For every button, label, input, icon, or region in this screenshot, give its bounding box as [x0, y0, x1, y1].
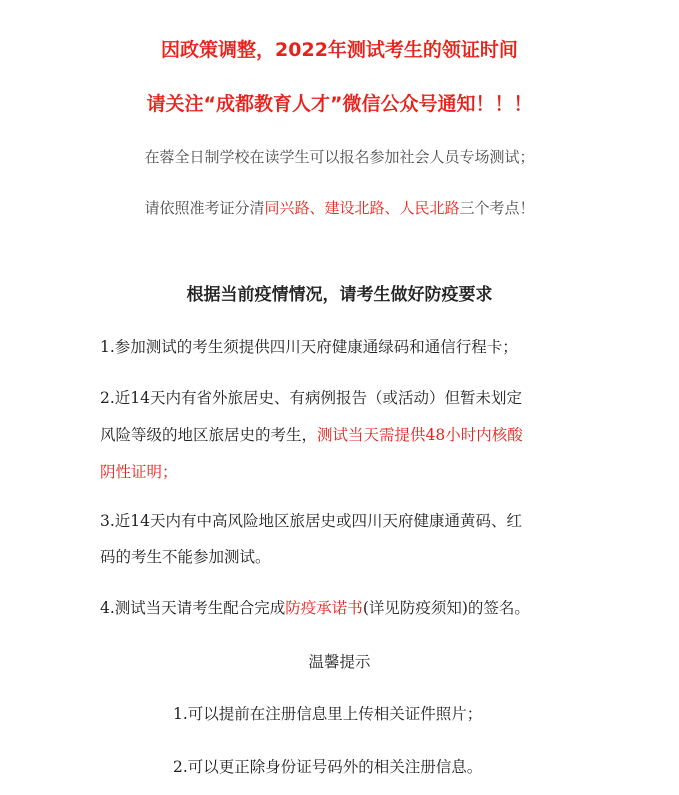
requirements-heading: 根据当前疫情情况，请考生做好防疫要求	[186, 285, 493, 305]
tip-item-2: 2.可以更正除身份证号码外的相关注册信息。	[173, 758, 483, 776]
notice-info-line2	[0, 201, 679, 216]
requirement-item-3-line2: 码的考生不能参加测试。	[100, 548, 271, 566]
tip-item-1: 1.可以提前在注册信息里上传相关证件照片；	[173, 705, 483, 723]
nucleic-test-highlight: 测试当天需提供48小时内核酸	[317, 426, 523, 444]
requirement-item-2-line3: 阴性证明；	[100, 463, 178, 481]
item4-suffix: (详见防疫须知)的签名。	[362, 599, 530, 617]
requirement-item-2-line1: 2.近14天内有省外旅居史、有病例报告（或活动）但暂未划定	[100, 389, 523, 407]
requirement-item-2-line2	[100, 428, 523, 444]
commitment-letter-highlight: 防疫承诺书	[285, 599, 363, 617]
exam-sites-highlight: 同兴路、建设北路、人民北路	[264, 199, 460, 217]
notice-info-line1: 在蓉全日制学校在读学生可以报名参加社会人员专场测试；	[144, 148, 535, 166]
requirement-item-1: 1.参加测试的考生须提供四川天府健康通绿码和通信行程卡；	[100, 338, 518, 356]
info-line2-prefix: 请依照准考证分清	[144, 199, 265, 217]
notice-title-line2: 请关注“成都教育人才”微信公众号通知！！！	[146, 93, 533, 115]
item4-prefix: 4.测试当天请考生配合完成	[100, 599, 286, 617]
requirement-item-4	[100, 601, 530, 617]
requirement-item-3-line1: 3.近14天内有中高风险地区旅居史或四川天府健康通黄码、红	[100, 512, 523, 530]
info-line2-suffix: 三个考点！	[459, 199, 535, 217]
tips-heading: 温馨提示	[308, 653, 371, 671]
notice-title-line1: 因政策调整，2022年测试考生的领证时间	[161, 39, 518, 61]
item2-line2-prefix: 风险等级的地区旅居史的考生，	[100, 426, 318, 444]
